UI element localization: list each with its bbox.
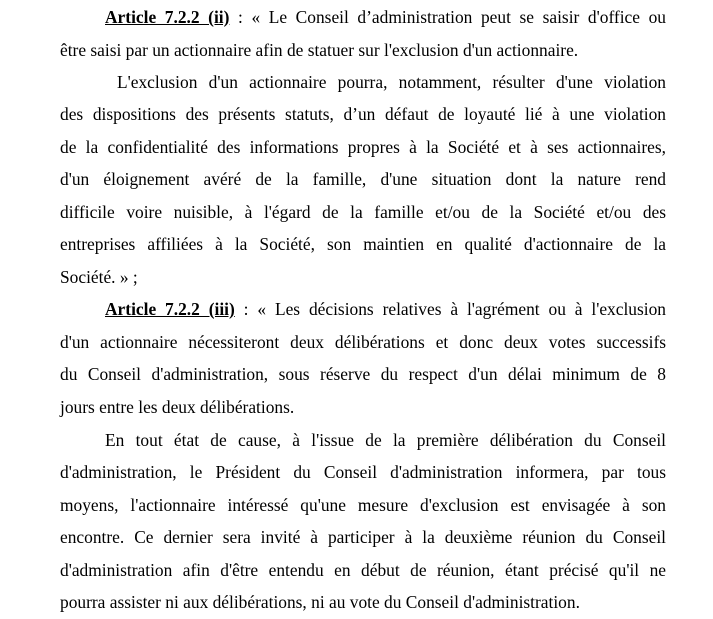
article-ii-line-4: de la confidentialité des informations propres à la Société et à ses actionnaires, [60, 137, 666, 157]
article-ii-first-line [105, 1, 666, 34]
article-ii-heading: Article 7.2.2 (ii) [105, 7, 230, 27]
article-ii-line-7: entreprises affiliées à la Société, son maintien en qualité d'actionnaire de la [60, 234, 666, 254]
article-ii-line-2: L'exclusion d'un actionnaire pourra, notamment, résulter d'une violation [117, 72, 666, 92]
article-iii-line-9: pourra assister ni aux délibérations, ni au vote du Conseil d'administration. [60, 592, 580, 612]
article-iii-line-5: d'administration, le Président du Conseil d'administration informera, par tous [60, 462, 666, 482]
article-iii-line-4: En tout état de cause, à l'issue de la première délibération du Conseil [105, 430, 666, 450]
article-ii-line-6: difficile voire nuisible, à l'égard de la famille et/ou de la Société et/ou des [60, 202, 666, 222]
article-iii-first-line [105, 293, 666, 326]
article-iii-heading: Article 7.2.2 (iii) [105, 299, 235, 319]
article-iii-line-3: jours entre les deux délibérations. [60, 397, 295, 417]
article-ii-line-5: d'un éloignement avéré de la famille, d'une situation dont la nature rend [60, 169, 666, 189]
article-iii-line-6: moyens, l'actionnaire intéressé qu'une mesure d'exclusion est envisagée à son [60, 495, 666, 515]
article-iii-line-0: : « Les décisions relatives à l'agrément ou à l'exclusion [234, 299, 666, 319]
article-ii-line-3: des dispositions des présents statuts, d’un défaut de loyauté lié à une violation [60, 104, 666, 124]
article-iii-line-2: du Conseil d'administration, sous réserve du respect d'un délai minimum de 8 [60, 364, 666, 384]
article-ii-line-1: être saisi par un actionnaire afin de statuer sur l'exclusion d'un actionnaire. [60, 40, 579, 60]
article-iii-line-1: d'un actionnaire nécessiteront deux délibérations et donc deux votes successifs [60, 332, 666, 352]
article-iii-line-7: encontre. Ce dernier sera invité à participer à la deuxième réunion du Conseil [60, 527, 666, 547]
article-ii-line-8: Société. » ; [60, 267, 138, 287]
article-iii-line-8: d'administration afin d'être entendu en début de réunion, étant précisé qu'il ne [60, 560, 666, 580]
article-ii-line-0: : « Le Conseil d’administration peut se saisir d'office ou [229, 7, 666, 27]
